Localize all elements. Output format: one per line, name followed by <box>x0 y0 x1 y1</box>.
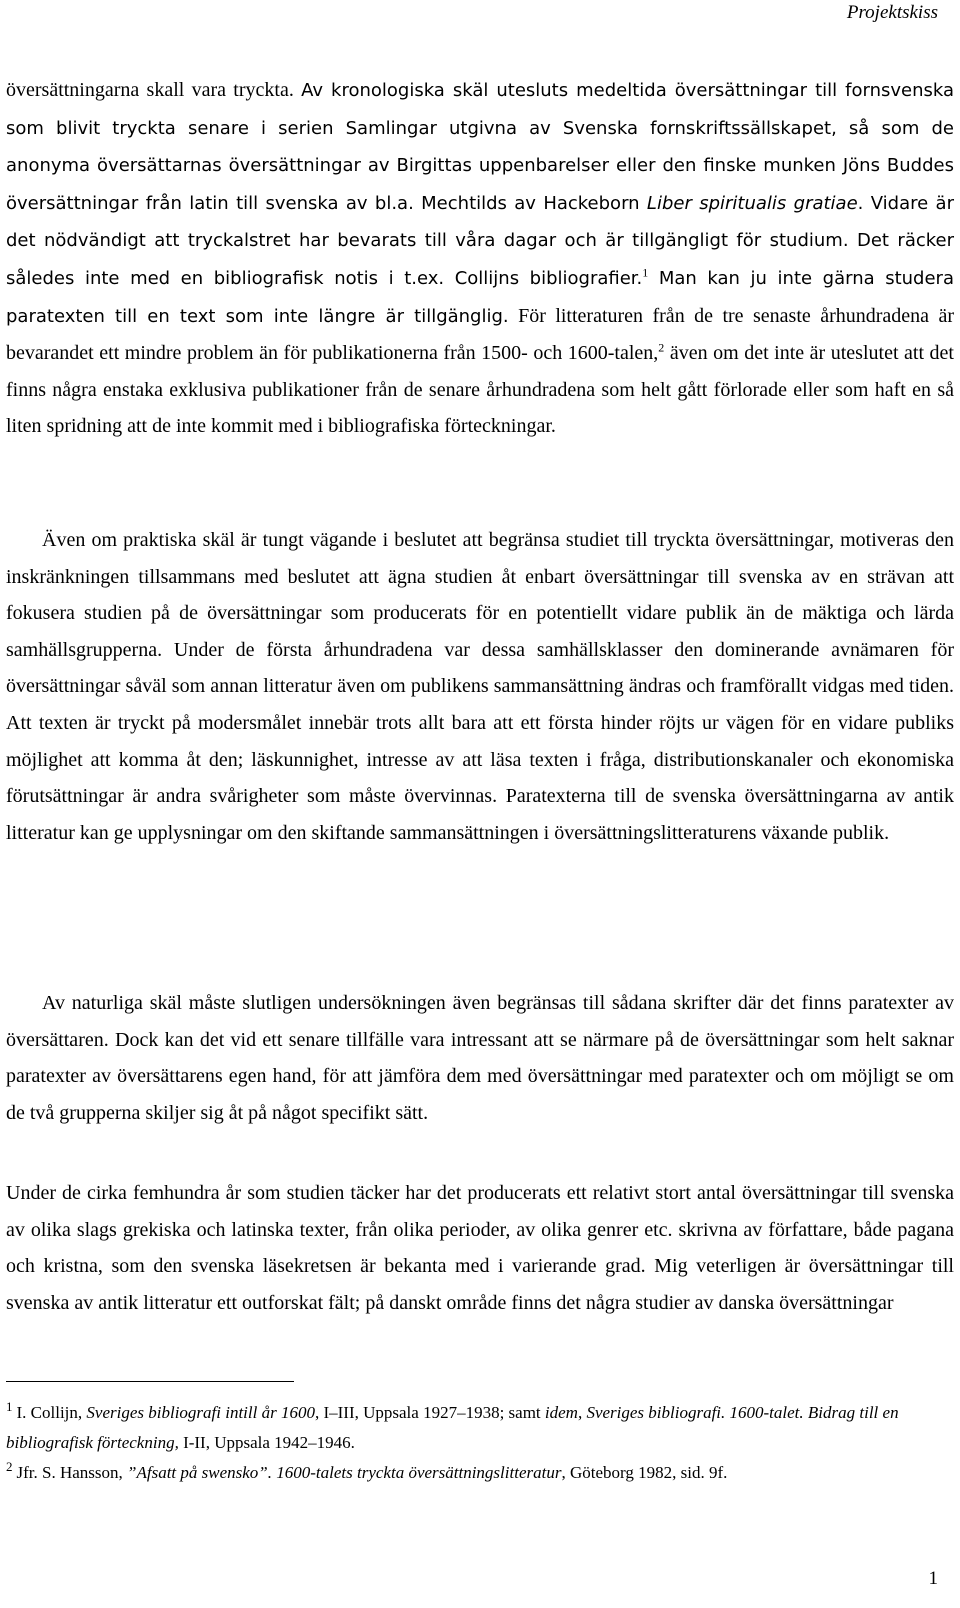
body-paragraph-4 <box>6 1175 954 1321</box>
footnote-1-number: 1 <box>6 1399 13 1415</box>
page-number: 1 <box>928 1568 938 1589</box>
paragraph-3-text: Av naturliga skäl måste slutligen undersökningen även begränsas till sådana skrifter där det finns paratexter av översättaren. Dock kan det vid ett senare tillfälle vara intressant att se närmare på de översättningar som helt saknar paratexter av översättarens egen hand, för att jämföra dem med översättningar med paratexter och om möjligt se om de två grupperna skiljer sig åt på något specifikt sätt. <box>6 992 954 1124</box>
footnotes <box>6 1398 954 1488</box>
paragraph-4-text: Under de cirka femhundra år som studien täcker har det producerats ett relativt stort antal översättningar till svenska av olika slags grekiska och latinska texter, från olika perioder, av olika genrer etc. skrivna av författare, både pagana och kristna, som den svenska läsekretsen är bekanta med i varierande grad. Mig veterligen är översättningar till svenska av antik litteratur ett outforskat fält; på danskt område finns det några studier av danska översättningar <box>6 1182 954 1314</box>
body-paragraph-3 <box>6 985 954 1131</box>
paragraph-1-sans-end: Man kan ju inte gärna studera paratexten till en text som inte längre är tillgänglig. <box>6 267 954 327</box>
paragraph-1-serif-part: För litteraturen från de tre senaste århundradena är bevarandet ett mindre problem än för publikationerna från 1500- och 1600-talen, <box>6 304 954 365</box>
footnote-ref-2[interactable]: 2 <box>658 340 665 355</box>
footnote-2-author: Jfr. S. Hansson, <box>16 1463 128 1482</box>
footnote-2 <box>6 1458 954 1488</box>
footnote-1-details-2: I-II, Uppsala 1942–1946. <box>178 1433 355 1452</box>
body-paragraph-1 <box>6 72 954 445</box>
footnote-1 <box>6 1398 954 1458</box>
paragraph-1-opening: översättningarna skall vara tryckta. <box>6 79 302 101</box>
paragraph-1-sans-continuation: . Vidare är det nödvändigt att tryckalstret har bevarats till våra dagar och är tillgängligt för studium. Det räcker således inte med en bibliografisk notis i t.ex. Collijns bibliografier. <box>6 192 954 289</box>
footnote-ref-1[interactable]: 1 <box>642 265 649 280</box>
footnote-1-details: , I–III, Uppsala 1927–1938; samt <box>314 1403 545 1422</box>
footnote-1-title: Sveriges bibliografi intill år 1600 <box>86 1403 315 1422</box>
body-paragraph-2 <box>6 522 954 851</box>
work-title-liber-spiritualis-gratiae: Liber spiritualis gratiae <box>646 192 858 214</box>
footnote-separator <box>6 1381 294 1382</box>
paragraph-2-text: Även om praktiska skäl är tungt vägande i beslutet att begränsa studiet till tryckta översättningar, motiveras den inskränkningen tillsammans med beslutet att ägna studien åt enbart översättningar till svenska av en strävan att fokusera studien på de översättningar som producerats för en potentiellt vidare publik än de mäktiga och lärda samhällsgrupperna. Under de första århundradena var dessa samhällsklasser den dominerande avnämaren för översättningar såväl som annan litteratur även om publikens sammansättning ändras och framförallt vidgas med tiden. Att texten är tryckt på modersmålet innebär trots allt bara att ett första hinder röjts ur vägen för en vidare publiks möjlighet att komma åt den; läskunnighet, intresse av att läsa texten i fråga, distributionskanaler och ekonomiska förutsättningar är andra svårigheter som måste övervinnas. Paratexterna till de svenska översättningarna av antik litteratur kan ge upplysningar om den skiftande sammansättningen i översättningslitteraturens växande publik. <box>6 529 954 844</box>
footnote-1-idem: idem <box>544 1403 578 1422</box>
footnote-2-details: , Göteborg 1982, sid. 9f. <box>561 1463 728 1482</box>
footnote-1-title-2: Sveriges bibliografi. 1600-talet. Bidrag till en bibliografisk förteckning, <box>6 1403 899 1452</box>
footnote-2-number: 2 <box>6 1459 13 1475</box>
footnote-2-title: ”Afsatt på swensko”. 1600-talets tryckta översättningslitteratur <box>127 1463 562 1482</box>
footnote-1-author: I. Collijn, <box>16 1403 87 1422</box>
footnote-1-separator: , <box>577 1403 587 1422</box>
running-header: Projektskiss <box>846 2 938 23</box>
paragraph-1-sans-text <box>6 80 954 289</box>
paragraph-1-sans-part: Av kronologiska skäl utesluts medeltida översättningar till fornsvenska som blivit tryckta senare i serien Samlingar utgivna av Svenska fornskriftssällskapet, så som de anonyma översättarnas översättningar av Birgittas uppenbarelser eller den finske munken Jöns Buddes översättningar från latin till svenska av bl.a. Mechtilds av Hackeborn <box>6 80 955 214</box>
paragraph-1-closing: även om det inte är uteslutet att det finns några enstaka exklusiva publikationer från de senare århundradena som helt gått förlorade eller som haft en så liten spridning att de inte kommit med i bibliografiska förteckningar. <box>6 342 954 438</box>
